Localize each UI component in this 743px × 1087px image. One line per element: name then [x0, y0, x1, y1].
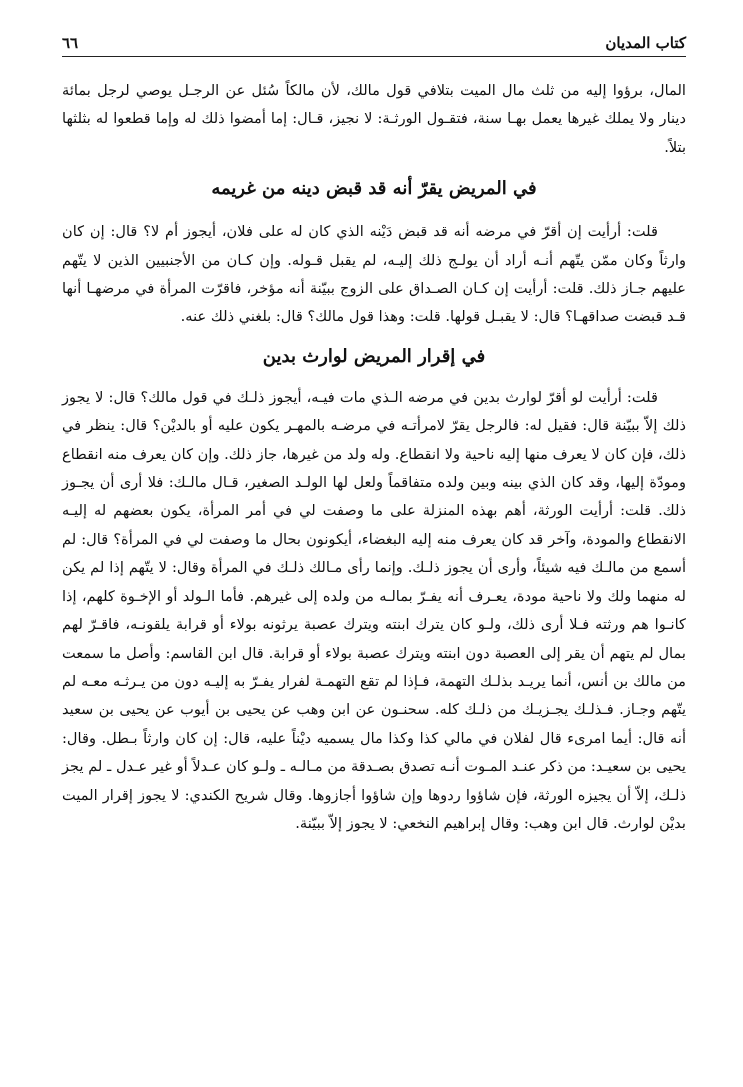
- section2-paragraph: قلت: أرأيت لو أقرّ لوارث بدين في مرضه الـذي مات فيـه، أيجوز ذلـك في قول مالك؟ قال: لا يجوز ذلك إلاّ ببيّنة قال: فقيل له: فالرجل يقرّ لامرأتـه في مرضـه بالمهـر يكون عليه أو بالديْن؟ قال: ينظر في ذلك، فإن كان لا يعرف منها إليه ناحية ولا انقطاع. وله ولد من غيرها، جاز ذلك. وإن كان يعرف منه انقطاع ومودّة إليها، وقد كان الذي بينه وبين ولده متفاقماً ولعل لها الولـد الصغير، قـال مالـك: فلا أرى أن يجـوز ذلك. قلت: أرأيت الورثة، أهم بهذه المنزلة على ما وصفت لي في أمر المرأة، يكون بعضهم له إليـه الانقطاع والمودة، وآخر قد كان يعرف منه إليه البغضاء، أيكونون بحال ما وصفت لي في المرأة؟ قال: لم أسمع من مالـك فيه شيئاً، وأرى أن يجوز ذلـك. وإنما رأى مـالك ذلـك في المرأة وقال: لا يتّهم إذا لم يكن له منهما ولك ولا ناحية مودة، يعـرف أنه يفـرّ بمالـه من ولده إلى غيرهم. فأما الـولد أو الإخـوة كلهم، إذا كانـوا هم ورثته فـلا أرى ذلك، ولـو كان يترك ابنته ويترك عصبة يرثونه بولاء أو قرابة يلقونـه، فاقـرّ لهم بمال لم يتهم أن يقر إلى العصبة دون ابنته ويترك عصبة بولاء أو قرابة. قال ابن القاسم: وأصل ما سمعت من مالك بن أنس، أنما يريـد بذلـك التهمة، فـإذا لم تقع التهمـة لفرار يفـرّ به إليـه دون من يـرثـه معـه لم يتّهم وجـاز. فـذلـك يجـزيـك من ذلـك كله. سحنـون عن ابن وهب عن يحيى بن أيوب عن يحيى بن سعيد أنه قال: أيما امرىء قال لفلان في مالي كذا وكذا مال يسميه ديْناً عليه، قال: إن كان وارثاً بـطل. وقال: يحيى بن سعيـد: من ذكر عنـد المـوت أنـه تصدق بصـدقة من مـالـه ـ ولـو كان عـدلاً أو غير عـدل ـ لم يجز ذلـك، إلاّ أن يجيزه الورثة، فإن شاؤوا ردوها وإن شاؤوا أجازوها. وقال شريح الكندي: لا يجوز إقرار الميت بديْن لوارث. قال ابن وهب: وقال إبراهيم النخعي: لا يجوز إلاّ ببيّنة.: [62, 388, 686, 832]
- section1-paragraph: قلت: أرأيت إن أقرّ في مرضه أنه قد قبض دَيْنه الذي كان له على فلان، أيجوز أم لا؟ قال: إن كان وارثاً وكان ممّن يتّهم أنـه أراد أن يولـج ذلك إليـه، لم يقبل قـوله. وإن كـان من الأجنبيين الذين لا يتّهم عليهم جـاز ذلك. قلت: أرأيت إن كـان الصـداق على الزوج ببيّنة أنه مؤخر، فاقرّت المرأة في مرضهـا أنها قـد قبضت صداقهـا؟ قال: لا يقبـل قولها. قلت: وهذا قول مالك؟ قال: بلغني ذلك عنه.: [62, 223, 686, 326]
- page-number: ٦٦: [62, 34, 79, 52]
- section-heading-heir-acknowledgment: في إقرار المريض لوارث بدين: [262, 345, 486, 367]
- page: [62, 34, 686, 1064]
- intro-paragraph: المال، برؤوا إليه من ثلث مال الميت بتلافي قول مالك، لأن مالكاً سُئل عن الرجـل يوصي لرجل بمائة دينار ولا يملك غيرها يعمل بهـا سنة، فتقـول الورثـة: لا نجيز، قـال: إما أمضوا ذلك له وإما قطعوا له بثلثها بتلاً.: [62, 82, 686, 156]
- book-title: كتاب المديان: [605, 34, 686, 52]
- page-header: [62, 34, 686, 57]
- section-heading-debt-collection: في المريض يقرّ أنه قد قبض دينه من غريمه: [211, 178, 537, 200]
